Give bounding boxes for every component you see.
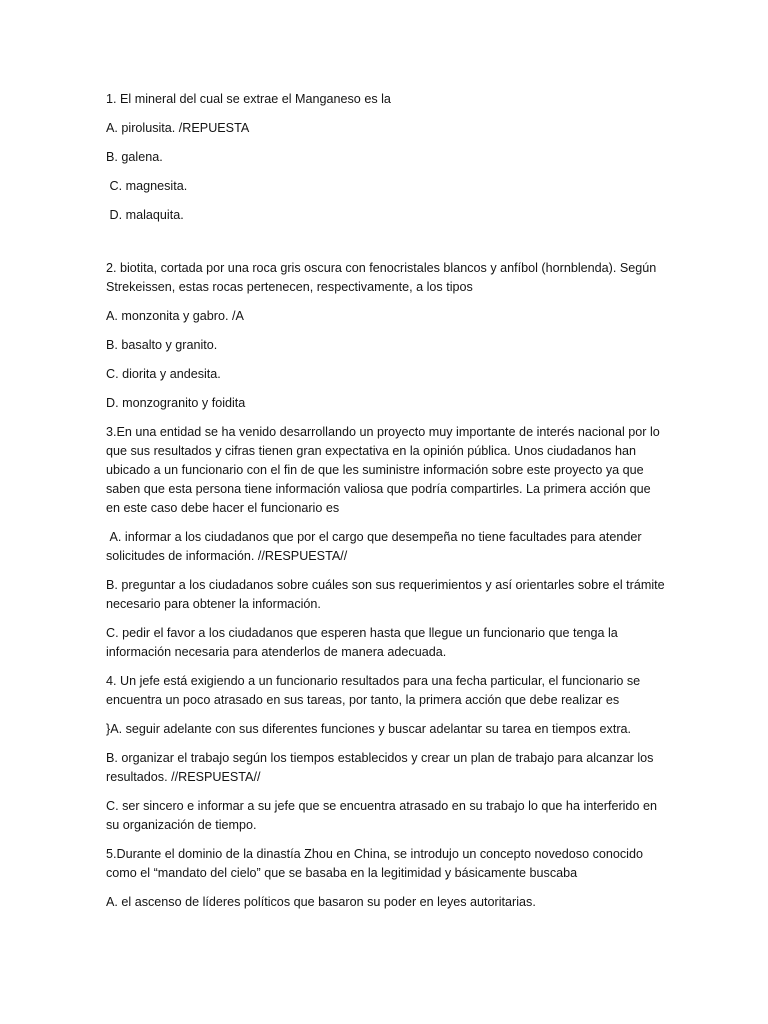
question-4-option-a: }A. seguir adelante con sus diferentes funciones y buscar adelantar su tarea en tiempos extra. [106,722,632,736]
question-3-option-c: C. pedir el favor a los ciudadanos que esperen hasta que llegue un funcionario que tenga la información necesaria para atenderlos de manera adecuada. [106,626,622,659]
question-1-option-c: C. magnesita. [106,179,188,193]
question-4-option-c: C. ser sincero e informar a su jefe que se encuentra atrasado en su trabajo lo que ha interferido en su organización de tiempo. [106,799,661,832]
document-body [106,90,669,912]
question-3-text: 3.En una entidad se ha venido desarrollando un proyecto muy importante de interés nacional por lo que sus resultados y cifras tienen gran expectativa en la opinión pública. Unos ciudadanos han ubicado a un funcionario con el fin de que les suministre información sobre este proyecto ya que saben que esta persona tiene información valiosa que podría compartirles. La primera acción que en este caso debe hacer el funcionario es [106,425,664,515]
question-4-text: 4. Un jefe está exigiendo a un funcionario resultados para una fecha particular, el funcionario se encuentra un poco atrasado en sus tareas, por tanto, la primera acción que debe realizar es [106,674,644,707]
question-2-text: 2. biotita, cortada por una roca gris oscura con fenocristales blancos y anfíbol (hornblenda). Según Strekeissen, estas rocas pertenecen, respectivamente, a los tipos [106,261,660,294]
question-2-option-b: B. basalto y granito. [106,338,218,352]
question-3-option-b: B. preguntar a los ciudadanos sobre cuáles son sus requerimientos y así orientarles sobre el trámite necesario para obtener la información. [106,578,669,611]
question-5-text: 5.Durante el dominio de la dinastía Zhou en China, se introdujo un concepto novedoso conocido como el “mandato del cielo” que se basaba en la legitimidad y básicamente buscaba [106,847,647,880]
question-1-option-d: D. malaquita. [106,208,184,222]
question-5-option-a: A. el ascenso de líderes políticos que basaron su poder en leyes autoritarias. [106,895,536,909]
question-1-text: 1. El mineral del cual se extrae el Manganeso es la [106,92,391,106]
question-2-option-d: D. monzogranito y foidita [106,396,246,410]
question-1-option-b: B. galena. [106,150,163,164]
question-2-option-a: A. monzonita y gabro. /A [106,309,244,323]
question-2-option-c: C. diorita y andesita. [106,367,221,381]
question-3-option-a: A. informar a los ciudadanos que por el cargo que desempeña no tiene facultades para atender solicitudes de información. //RESPUESTA// [106,530,646,563]
question-1-option-a: A. pirolusita. /REPUESTA [106,121,250,135]
question-4-option-b: B. organizar el trabajo según los tiempos establecidos y crear un plan de trabajo para alcanzar los resultados. //RESPUESTA// [106,751,657,784]
